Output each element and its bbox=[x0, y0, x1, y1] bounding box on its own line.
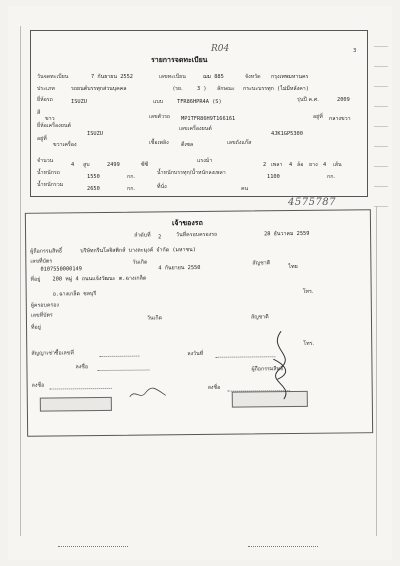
axle-label: เพลา bbox=[271, 162, 283, 168]
possessor-id-label: เลขที่บัตร bbox=[30, 312, 53, 319]
possessor-address-label: ที่อยู่ bbox=[31, 324, 41, 331]
engine-brand-label: ยี่ห้อเครื่องยนต์ bbox=[37, 123, 71, 129]
owner-value: บริษัทกรีนโลจิสติกส์ บางละมุงค์ จำกัด (มหาชน) bbox=[80, 247, 196, 255]
contract-dotted-line bbox=[99, 356, 139, 357]
chassis-value: MP1TFR86H9T166161 bbox=[181, 116, 236, 122]
cyl-value: 4 bbox=[71, 162, 75, 168]
tel-label: โทร. bbox=[302, 288, 314, 295]
weight-unit: กก. bbox=[127, 174, 136, 180]
gross-value: 2650 bbox=[87, 186, 100, 192]
margin-rule bbox=[374, 126, 388, 127]
owner-signature bbox=[263, 329, 304, 401]
margin-rule bbox=[374, 86, 388, 87]
order-value: 2 bbox=[158, 234, 162, 241]
cyl-unit: สูบ bbox=[83, 162, 90, 168]
load-unit: กก. bbox=[327, 174, 336, 180]
contract-label: สัญญาเช่าซื้อเลขที่ bbox=[31, 350, 74, 357]
signature-line-2 bbox=[50, 388, 112, 390]
hp-label: แรงม้า bbox=[197, 158, 213, 164]
seat-label: ที่นั่ง bbox=[157, 184, 167, 190]
possessor-label: ผู้ครอบครอง bbox=[30, 302, 60, 309]
brand-label: ยี่ห้อรถ bbox=[37, 97, 53, 103]
reg-date-value: 7 กันยายน 2552 bbox=[91, 74, 133, 80]
bottom-dotted-line bbox=[58, 546, 128, 547]
tire-unit: เส้น bbox=[333, 162, 342, 168]
margin-rule bbox=[374, 186, 388, 187]
birth-label: วันเกิด bbox=[132, 259, 148, 266]
chassis-loc-label: อยู่ที่ bbox=[313, 114, 323, 120]
bottom-dotted-line bbox=[248, 546, 318, 547]
id-value: 0107550000149 bbox=[40, 266, 82, 273]
cc-unit: ซีซี bbox=[141, 162, 149, 168]
engine-no-value: 4JK1GP5300 bbox=[271, 131, 303, 137]
nation-value: ไทย bbox=[288, 263, 298, 271]
page-number: 3 bbox=[353, 48, 357, 54]
owner-section-title: เจ้าของรถ bbox=[171, 218, 203, 228]
handwritten-note: 4575787 bbox=[288, 197, 337, 208]
engine-loc-value: ขวาเครื่อง bbox=[53, 142, 77, 148]
fuel-value: ดีเซล bbox=[181, 142, 194, 148]
possessor-nation-label: สัญชาติ bbox=[250, 314, 269, 321]
margin-rule bbox=[374, 66, 388, 67]
address-value-line2: อ.ฉางเกล็ด ชลบุรี bbox=[52, 291, 97, 298]
reg-date-label: วันจดทะเบียน bbox=[37, 74, 69, 80]
handwritten-code: R04 bbox=[211, 44, 230, 54]
margin-rule bbox=[374, 146, 388, 147]
kind-label: ลักษณะ bbox=[217, 86, 235, 92]
gross-unit: กก. bbox=[127, 186, 136, 192]
rs-value: 3 ) bbox=[197, 86, 207, 92]
type-value: รถยนต์บรรทุกส่วนบุคคล bbox=[71, 86, 127, 92]
province-value: กรุงเทพมหานคร bbox=[271, 74, 309, 80]
owner-label: ผู้ถือกรรมสิทธิ์ bbox=[30, 248, 63, 255]
possession-date-value: 28 ธันวาคม 2559 bbox=[264, 230, 310, 238]
document-page bbox=[8, 6, 392, 560]
gas-label: เลขถังแก๊ส bbox=[227, 140, 252, 146]
brand-value: ISUZU bbox=[71, 99, 87, 105]
margin-rule bbox=[20, 26, 21, 536]
load-value: 1100 bbox=[267, 174, 280, 180]
province-label: จังหวัด bbox=[245, 74, 261, 80]
engine-loc-label: อยู่ที่ bbox=[37, 136, 47, 142]
section-title: รายการจดทะเบียน bbox=[151, 56, 208, 64]
color-label: สี bbox=[37, 110, 41, 116]
officer-signature bbox=[128, 386, 168, 400]
owner-sign-caption: ผู้ถือกรรมสิทธิ์ bbox=[251, 366, 284, 373]
chassis-label: เลขตัวรถ bbox=[149, 114, 171, 120]
chassis-loc-value: กลางขวา bbox=[329, 116, 351, 122]
contract-date-label: ลงวันที่ bbox=[187, 350, 204, 358]
plate-value: ฌม 885 bbox=[203, 74, 224, 80]
margin-rule bbox=[376, 206, 377, 536]
tire-value: 4 bbox=[323, 162, 327, 168]
signature-line-1 bbox=[97, 370, 149, 372]
address-label: ที่อยู่ bbox=[30, 276, 41, 283]
engine-brand-value: ISUZU bbox=[87, 131, 103, 137]
wheel-value: 4 bbox=[289, 162, 293, 168]
registration-section bbox=[30, 30, 368, 197]
model-value: TFR86HPR4A (S) bbox=[177, 99, 222, 105]
engine-no-label: เลขเครื่องยนต์ bbox=[179, 126, 212, 132]
sign-label-2: ลงชื่อ bbox=[31, 382, 45, 389]
kind-value: กระบะบรรทุก (ไม่มีหลังคา) bbox=[243, 86, 309, 92]
model-label: แบบ bbox=[153, 99, 164, 105]
possession-date-label: วันที่ครอบครองรถ bbox=[176, 231, 218, 239]
weight-value: 1550 bbox=[87, 174, 100, 180]
margin-rule bbox=[374, 46, 388, 47]
color-value: ขาว bbox=[45, 116, 55, 122]
type-label: ประเภท bbox=[37, 86, 55, 92]
sign-label-1: ลงชื่อ bbox=[75, 364, 89, 371]
possessor-birth-label: วันเกิด bbox=[146, 315, 163, 322]
sign-label-3: ลงชื่อ bbox=[207, 384, 221, 391]
cc-value: 2499 bbox=[107, 162, 120, 168]
gross-label: น้ำหนักรวม bbox=[37, 182, 64, 188]
birth-value: 4 กันยายน 2550 bbox=[158, 264, 201, 272]
axle-value: 2 bbox=[263, 162, 267, 168]
margin-rule bbox=[374, 106, 388, 107]
tire-label: ยาง bbox=[309, 162, 318, 168]
possessor-tel-label: โทร. bbox=[303, 340, 315, 347]
seat-unit: คน bbox=[241, 186, 249, 192]
order-label: ลำดับที่ bbox=[134, 232, 151, 239]
weight-label: น้ำหนักรถ bbox=[37, 170, 60, 176]
officer-stamp bbox=[40, 397, 112, 412]
margin-rule bbox=[374, 166, 388, 167]
id-label: เลขที่บัตร bbox=[30, 258, 53, 265]
wheel-label: ล้อ bbox=[297, 162, 304, 168]
fuel-label: เชื้อเพลิง bbox=[149, 140, 169, 146]
plate-label: เลขทะเบียน bbox=[159, 74, 186, 80]
ownership-section bbox=[25, 209, 373, 437]
nation-label: สัญชาติ bbox=[252, 260, 271, 267]
load-label: น้ำหนักบรรทุก/น้ำหนักลงเพลา bbox=[157, 170, 226, 176]
cyl-label: จำนวน bbox=[37, 158, 54, 164]
model-year-label: รุ่นปี ค.ศ. bbox=[297, 97, 319, 103]
rs-label: (รย. bbox=[173, 86, 183, 92]
address-value: 200 หมู่ 4 ถนนแจ้งวัฒนะ ต.ฉางเกล็ด bbox=[52, 275, 147, 283]
model-year-value: 2009 bbox=[337, 97, 350, 103]
